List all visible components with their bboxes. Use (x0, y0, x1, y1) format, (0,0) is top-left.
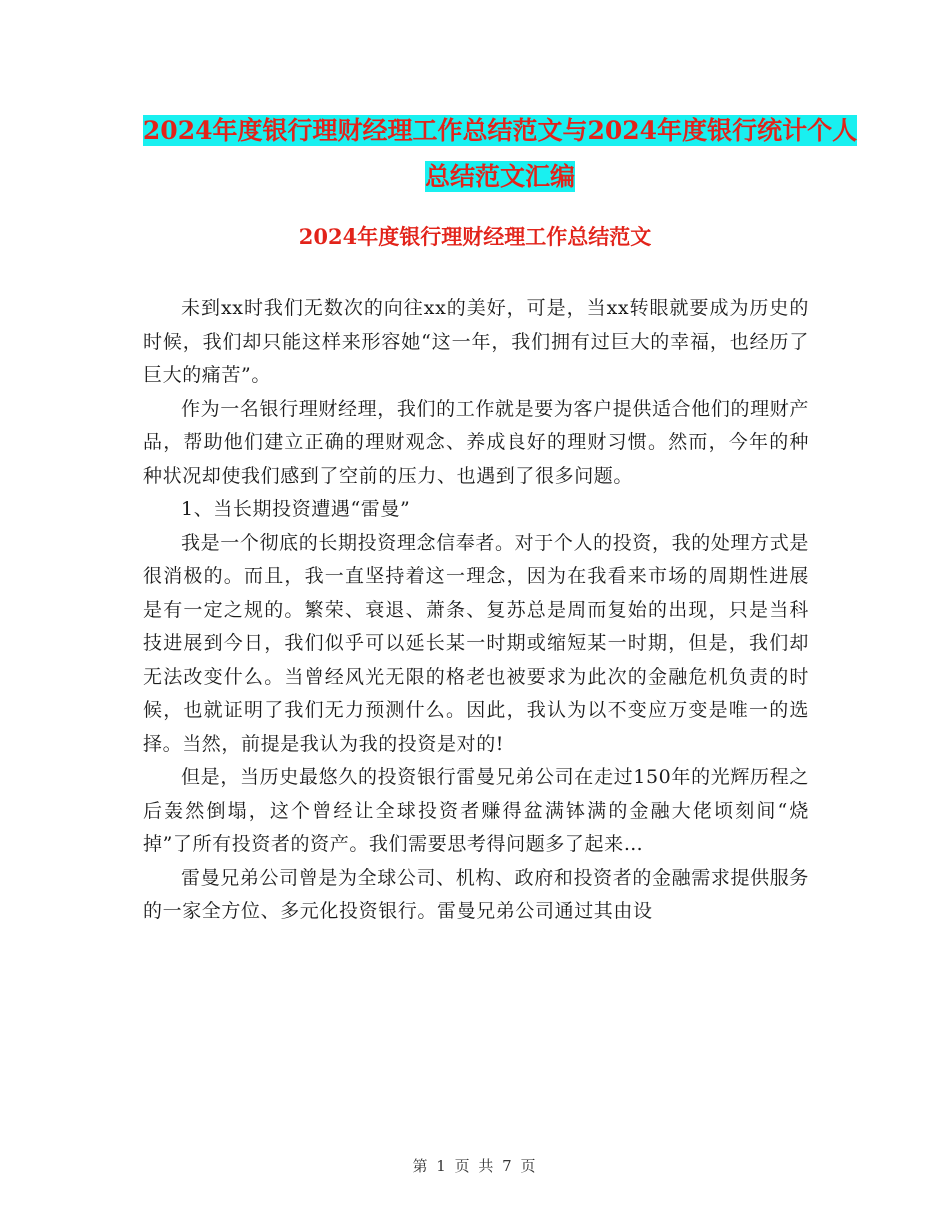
page-number: 第 1 页 共 7 页 (412, 1157, 538, 1175)
subheading: 1、当长期投资遭遇“雷曼” (181, 498, 411, 520)
document-title (140, 108, 860, 200)
section-title: 2024年度银行理财经理工作总结范文 (298, 224, 652, 249)
paragraph: 雷曼兄弟公司曾是为全球公司、机构、政府和投资者的金融需求提供服务的一家全方位、多元化投资银行。雷曼兄弟公司通过其由设 (143, 866, 809, 922)
paragraph: 我是一个彻底的长期投资理念信奉者。对于个人的投资，我的处理方式是很消极的。而且，我一直坚持着这一理念，因为在我看来市场的周期性进展是有一定之规的。繁荣、衰退、萧条、复苏总是周而复始的出现，只是当科技进展到今日，我们似乎可以延长某一时期或缩短某一时期，但是，我们却无法改变什么。当曾经风光无限的格老也被要求为此次的金融危机负责的时候，也就证明了我们无力预测什么。因此，我认为以不变应万变是唯一的选择。当然，前提是我认为我的投资是对的! (143, 531, 809, 755)
document-body (143, 292, 809, 929)
paragraph: 作为一名银行理财经理，我们的工作就是要为客户提供适合他们的理财产品，帮助他们建立正确的理财观念、养成良好的理财习惯。然而，今年的种种状况却使我们感到了空前的压力、也遇到了很多问题。 (143, 397, 809, 487)
document-title-text: 2024年度银行理财经理工作总结范文与2024年度银行统计个人总结范文汇编 (142, 116, 858, 191)
paragraph: 未到xx时我们无数次的向往xx的美好，可是，当xx转眼就要成为历史的时候，我们却只能这样来形容她“这一年，我们拥有过巨大的幸福，也经历了巨大的痛苦”。 (143, 297, 809, 386)
paragraph: 但是，当历史最悠久的投资银行雷曼兄弟公司在走过150年的光辉历程之后轰然倒塌，这个曾经让全球投资者赚得盆满钵满的金融大佬顷刻间“烧掉”了所有投资者的资产。我们需要思考得问题多了起来… (143, 766, 809, 855)
